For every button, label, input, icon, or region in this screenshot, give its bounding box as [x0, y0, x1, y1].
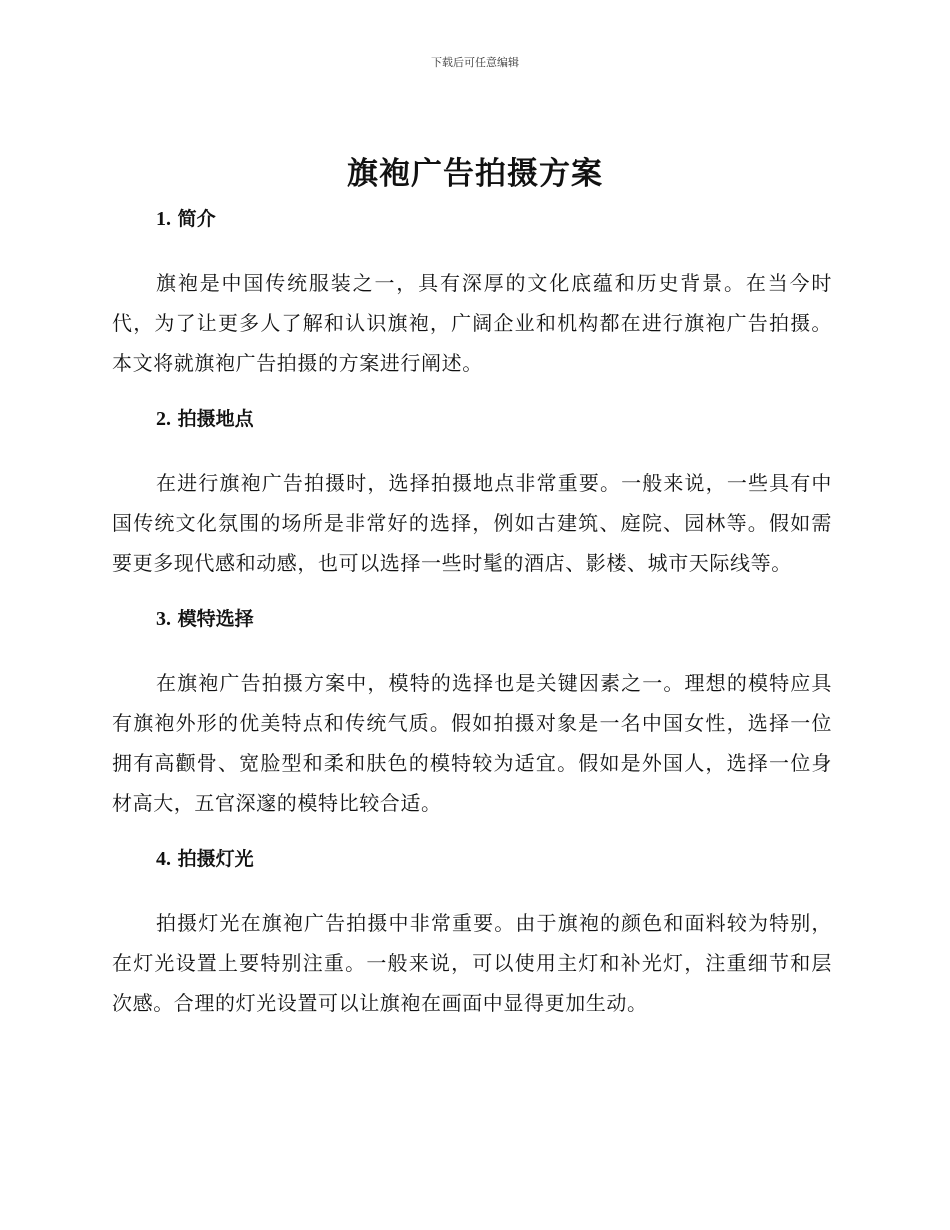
section-number: 2. — [156, 408, 171, 430]
section-title: 简介 — [177, 208, 216, 230]
section-paragraph: 在进行旗袍广告拍摄时，选择拍摄地点非常重要。一般来说，一些具有中国传统文化氛围的场所是非常好的选择，例如古建筑、庭院、园林等。假如需要更多现代感和动感，也可以选择一些时髦的酒店、影楼、城市天际线等。 — [112, 471, 832, 575]
section-paragraph: 旗袍是中国传统服装之一，具有深厚的文化底蕴和历史背景。在当今时代，为了让更多人了解和认识旗袍，广阔企业和机构都在进行旗袍广告拍摄。本文将就旗袍广告拍摄的方案进行阐述。 — [112, 271, 832, 375]
section-heading — [156, 603, 832, 635]
section-title: 拍摄地点 — [177, 408, 254, 430]
section-number: 1. — [156, 208, 171, 230]
document-body — [112, 203, 832, 1043]
section-introduction — [112, 203, 832, 383]
section-heading — [156, 203, 832, 235]
section-title: 拍摄灯光 — [177, 848, 254, 870]
section-number: 4. — [156, 848, 171, 870]
section-paragraph: 拍摄灯光在旗袍广告拍摄中非常重要。由于旗袍的颜色和面料较为特别，在灯光设置上要特别注重。一般来说，可以使用主灯和补光灯，注重细节和层次感。合理的灯光设置可以让旗袍在画面中显得更加生动。 — [112, 911, 832, 1015]
section-lighting — [112, 843, 832, 1023]
section-location — [112, 403, 832, 583]
header-note: 下载后可任意编辑 — [431, 56, 519, 69]
section-heading — [156, 843, 832, 875]
document-title: 旗袍广告拍摄方案 — [347, 156, 603, 192]
section-title: 模特选择 — [177, 608, 254, 630]
section-number: 3. — [156, 608, 171, 630]
section-paragraph: 在旗袍广告拍摄方案中，模特的选择也是关键因素之一。理想的模特应具有旗袍外形的优美特点和传统气质。假如拍摄对象是一名中国女性，选择一位拥有高颧骨、宽脸型和柔和肤色的模特较为适宜。假如是外国人，选择一位身材高大，五官深邃的模特比较合适。 — [112, 671, 832, 815]
section-heading — [156, 403, 832, 435]
section-model — [112, 603, 832, 823]
